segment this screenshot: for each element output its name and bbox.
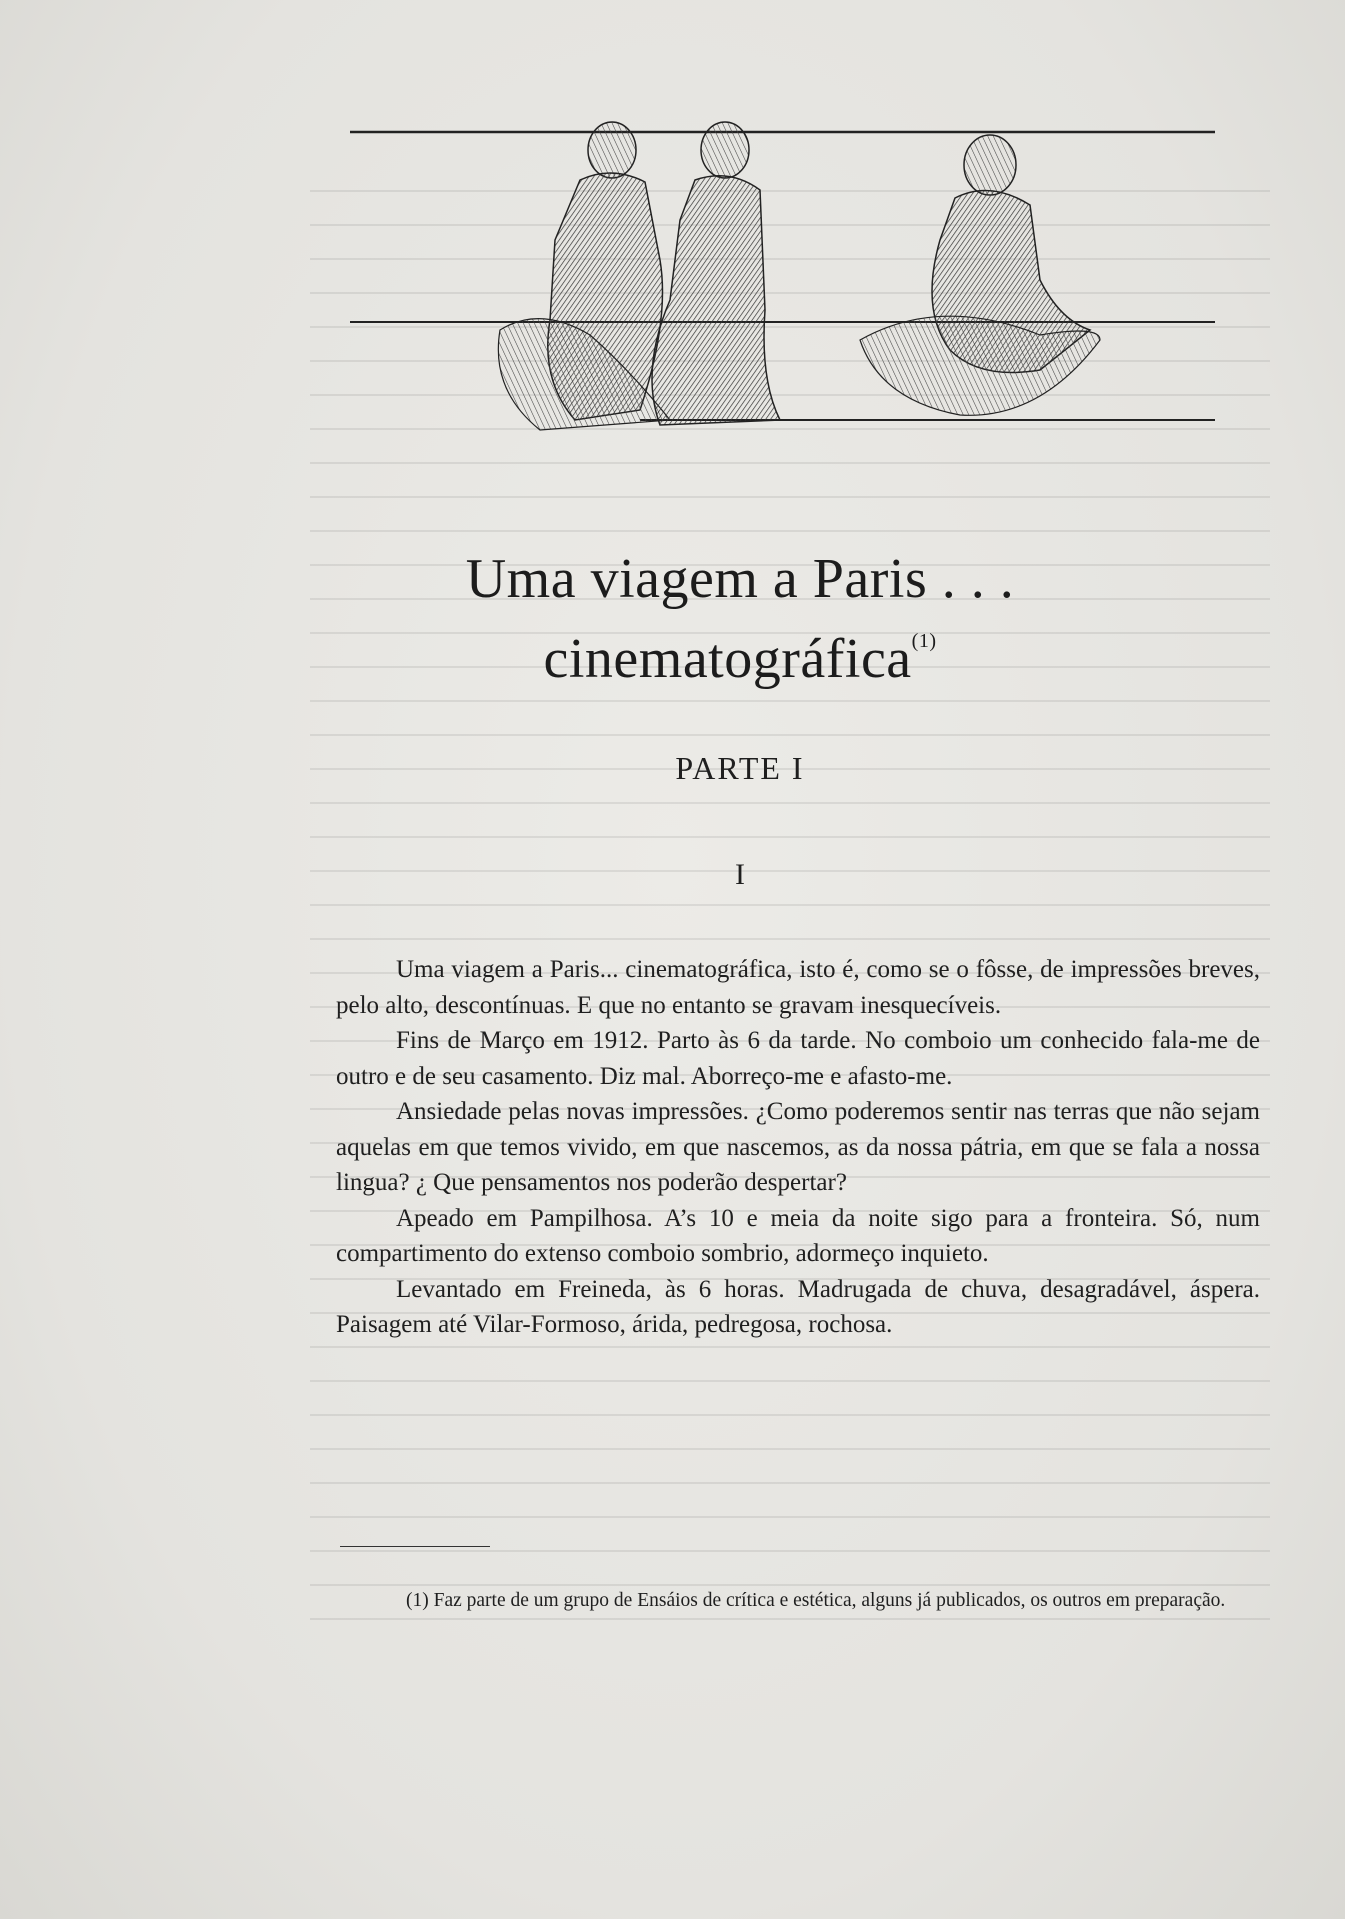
- paragraph: Ansiedade pelas novas impressões. ¿Como poderemos sentir nas terras que não sejam aquelas em que temos vivido, em que nascemos, as da nossa pátria, em que se fala a nossa lingua? ¿ Que pensamentos nos poderão despertar?: [336, 1098, 1260, 1196]
- paragraph: Fins de Março em 1912. Parto às 6 da tarde. No comboio um conhecido fala-me de outro e de seu casamento. Diz mal. Aborreço-me e afasto-me.: [336, 1027, 1260, 1090]
- chapter-title: [330, 548, 1150, 690]
- footnote-mark: (1): [911, 630, 937, 652]
- footnote-divider: [340, 1546, 490, 1547]
- paragraph: Apeado em Pampilhosa. A’s 10 e meia da noite sigo para a fronteira. Só, num compartimento do extenso comboio sombrio, adormeço inquieto.: [336, 1204, 1260, 1267]
- three-seated-women-icon: [340, 120, 1220, 440]
- title-line-2-text: cinematográfica: [543, 628, 912, 690]
- title-line-2: [330, 610, 1150, 690]
- body-text: [336, 952, 1260, 1343]
- title-line-1: Uma viagem a Paris . . .: [465, 548, 1015, 610]
- footnote: (1) Faz parte de um grupo de Ensáios de crítica e estética, alguns já publicados, os outros em preparação.: [406, 1590, 1226, 1611]
- vignette-illustration: [340, 120, 1220, 440]
- paragraph: Levantado em Freineda, às 6 horas. Madrugada de chuva, desagradável, áspera. Paisagem até Vilar-Formoso, árida, pedregosa, rochosa.: [336, 1275, 1260, 1338]
- part-heading: PARTE I: [675, 750, 805, 786]
- paragraph: Uma viagem a Paris... cinematográfica, isto é, como se o fôsse, de impressões breves, pelo alto, descontínuas. E que no entanto se gravam inesquecíveis.: [336, 956, 1260, 1019]
- section-number: I: [735, 858, 745, 891]
